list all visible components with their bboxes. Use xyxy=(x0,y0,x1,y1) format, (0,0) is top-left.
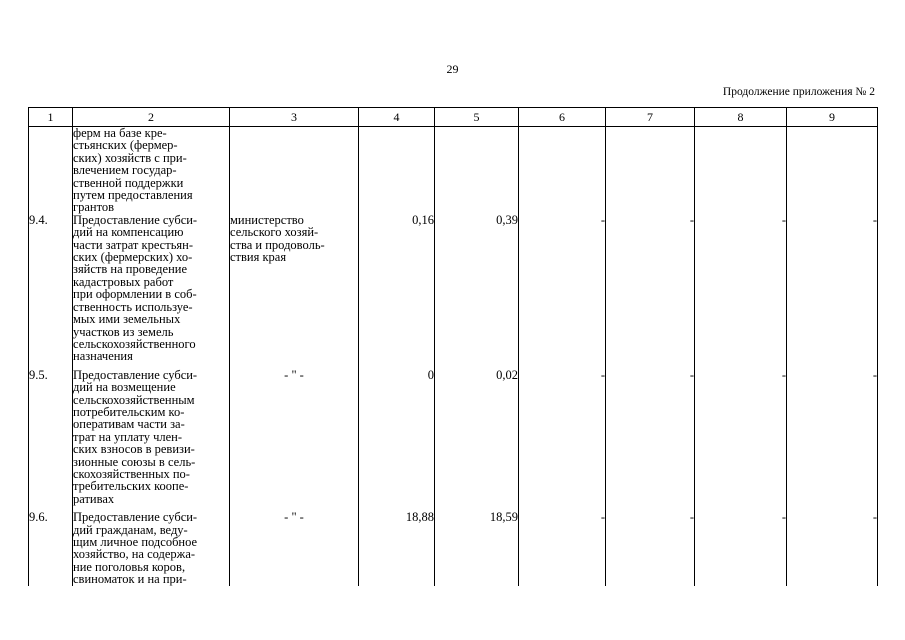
column-header: 4 xyxy=(359,108,435,127)
row-value-col5: 0,02 xyxy=(435,369,519,505)
row-value-col7: - xyxy=(606,369,695,505)
appendix-continuation-label: Продолжение приложения № 2 xyxy=(722,86,875,98)
carryover-description: ферм на базе кре- стьянских (фермер- ских) хозяйств с при- влечением государ- ственной поддержки путем предоставления грантов xyxy=(73,127,230,214)
row-value-col8: - xyxy=(695,511,787,585)
row-responsible: - " - xyxy=(230,511,359,585)
row-description: Предоставление субси- дий на возмещение сельскохозяйственным потребительским ко- оперативам части за- трат на уплату член- ских взносов в ревизи- зионные союзы в сель- скохозяйственных по- требительских коопе- ративах xyxy=(73,369,230,505)
row-value-col9: - xyxy=(787,511,878,585)
row-value-col9: - xyxy=(787,214,878,363)
row-value-col5: 0,39 xyxy=(435,214,519,363)
row-value-col4: 0,16 xyxy=(359,214,435,363)
column-header: 1 xyxy=(29,108,73,127)
program-table xyxy=(28,107,878,586)
row-description: Предоставление субси- дий гражданам, веду- щим личное подсобное хозяйство, на содержа- ние поголовья коров, свиноматок и на при- xyxy=(73,511,230,585)
row-value-col5: 18,59 xyxy=(435,511,519,585)
row-number: 9.6. xyxy=(29,511,73,585)
row-responsible: - " - xyxy=(230,369,359,505)
table-row-carryover xyxy=(29,127,878,214)
table-row xyxy=(29,369,878,505)
row-value-col9: - xyxy=(787,369,878,505)
row-value-col6: - xyxy=(519,369,606,505)
table-header-row xyxy=(29,108,878,127)
column-header: 5 xyxy=(435,108,519,127)
row-value-col7: - xyxy=(606,511,695,585)
row-description: Предоставление субси- дий на компенсацию части затрат крестьян- ских (фермерских) хо- зяйств на проведение кадастровых работ при оформлении в соб- ственность используе- мых ими земельных участков из земель сельскохозяйственного назначения xyxy=(73,214,230,363)
table-row xyxy=(29,511,878,585)
column-header: 2 xyxy=(73,108,230,127)
column-header: 3 xyxy=(230,108,359,127)
column-header: 9 xyxy=(787,108,878,127)
row-responsible: министерство сельского хозяй- ства и продоволь- ствия края xyxy=(230,214,359,363)
row-value-col4: 0 xyxy=(359,369,435,505)
column-header: 6 xyxy=(519,108,606,127)
table-row xyxy=(29,214,878,363)
row-value-col8: - xyxy=(695,369,787,505)
page-number: 29 xyxy=(446,62,459,76)
row-value-col7: - xyxy=(606,214,695,363)
row-number: 9.4. xyxy=(29,214,73,363)
row-number: 9.5. xyxy=(29,369,73,505)
row-value-col6: - xyxy=(519,511,606,585)
row-value-col8: - xyxy=(695,214,787,363)
column-header: 7 xyxy=(606,108,695,127)
row-value-col6: - xyxy=(519,214,606,363)
row-value-col4: 18,88 xyxy=(359,511,435,585)
column-header: 8 xyxy=(695,108,787,127)
